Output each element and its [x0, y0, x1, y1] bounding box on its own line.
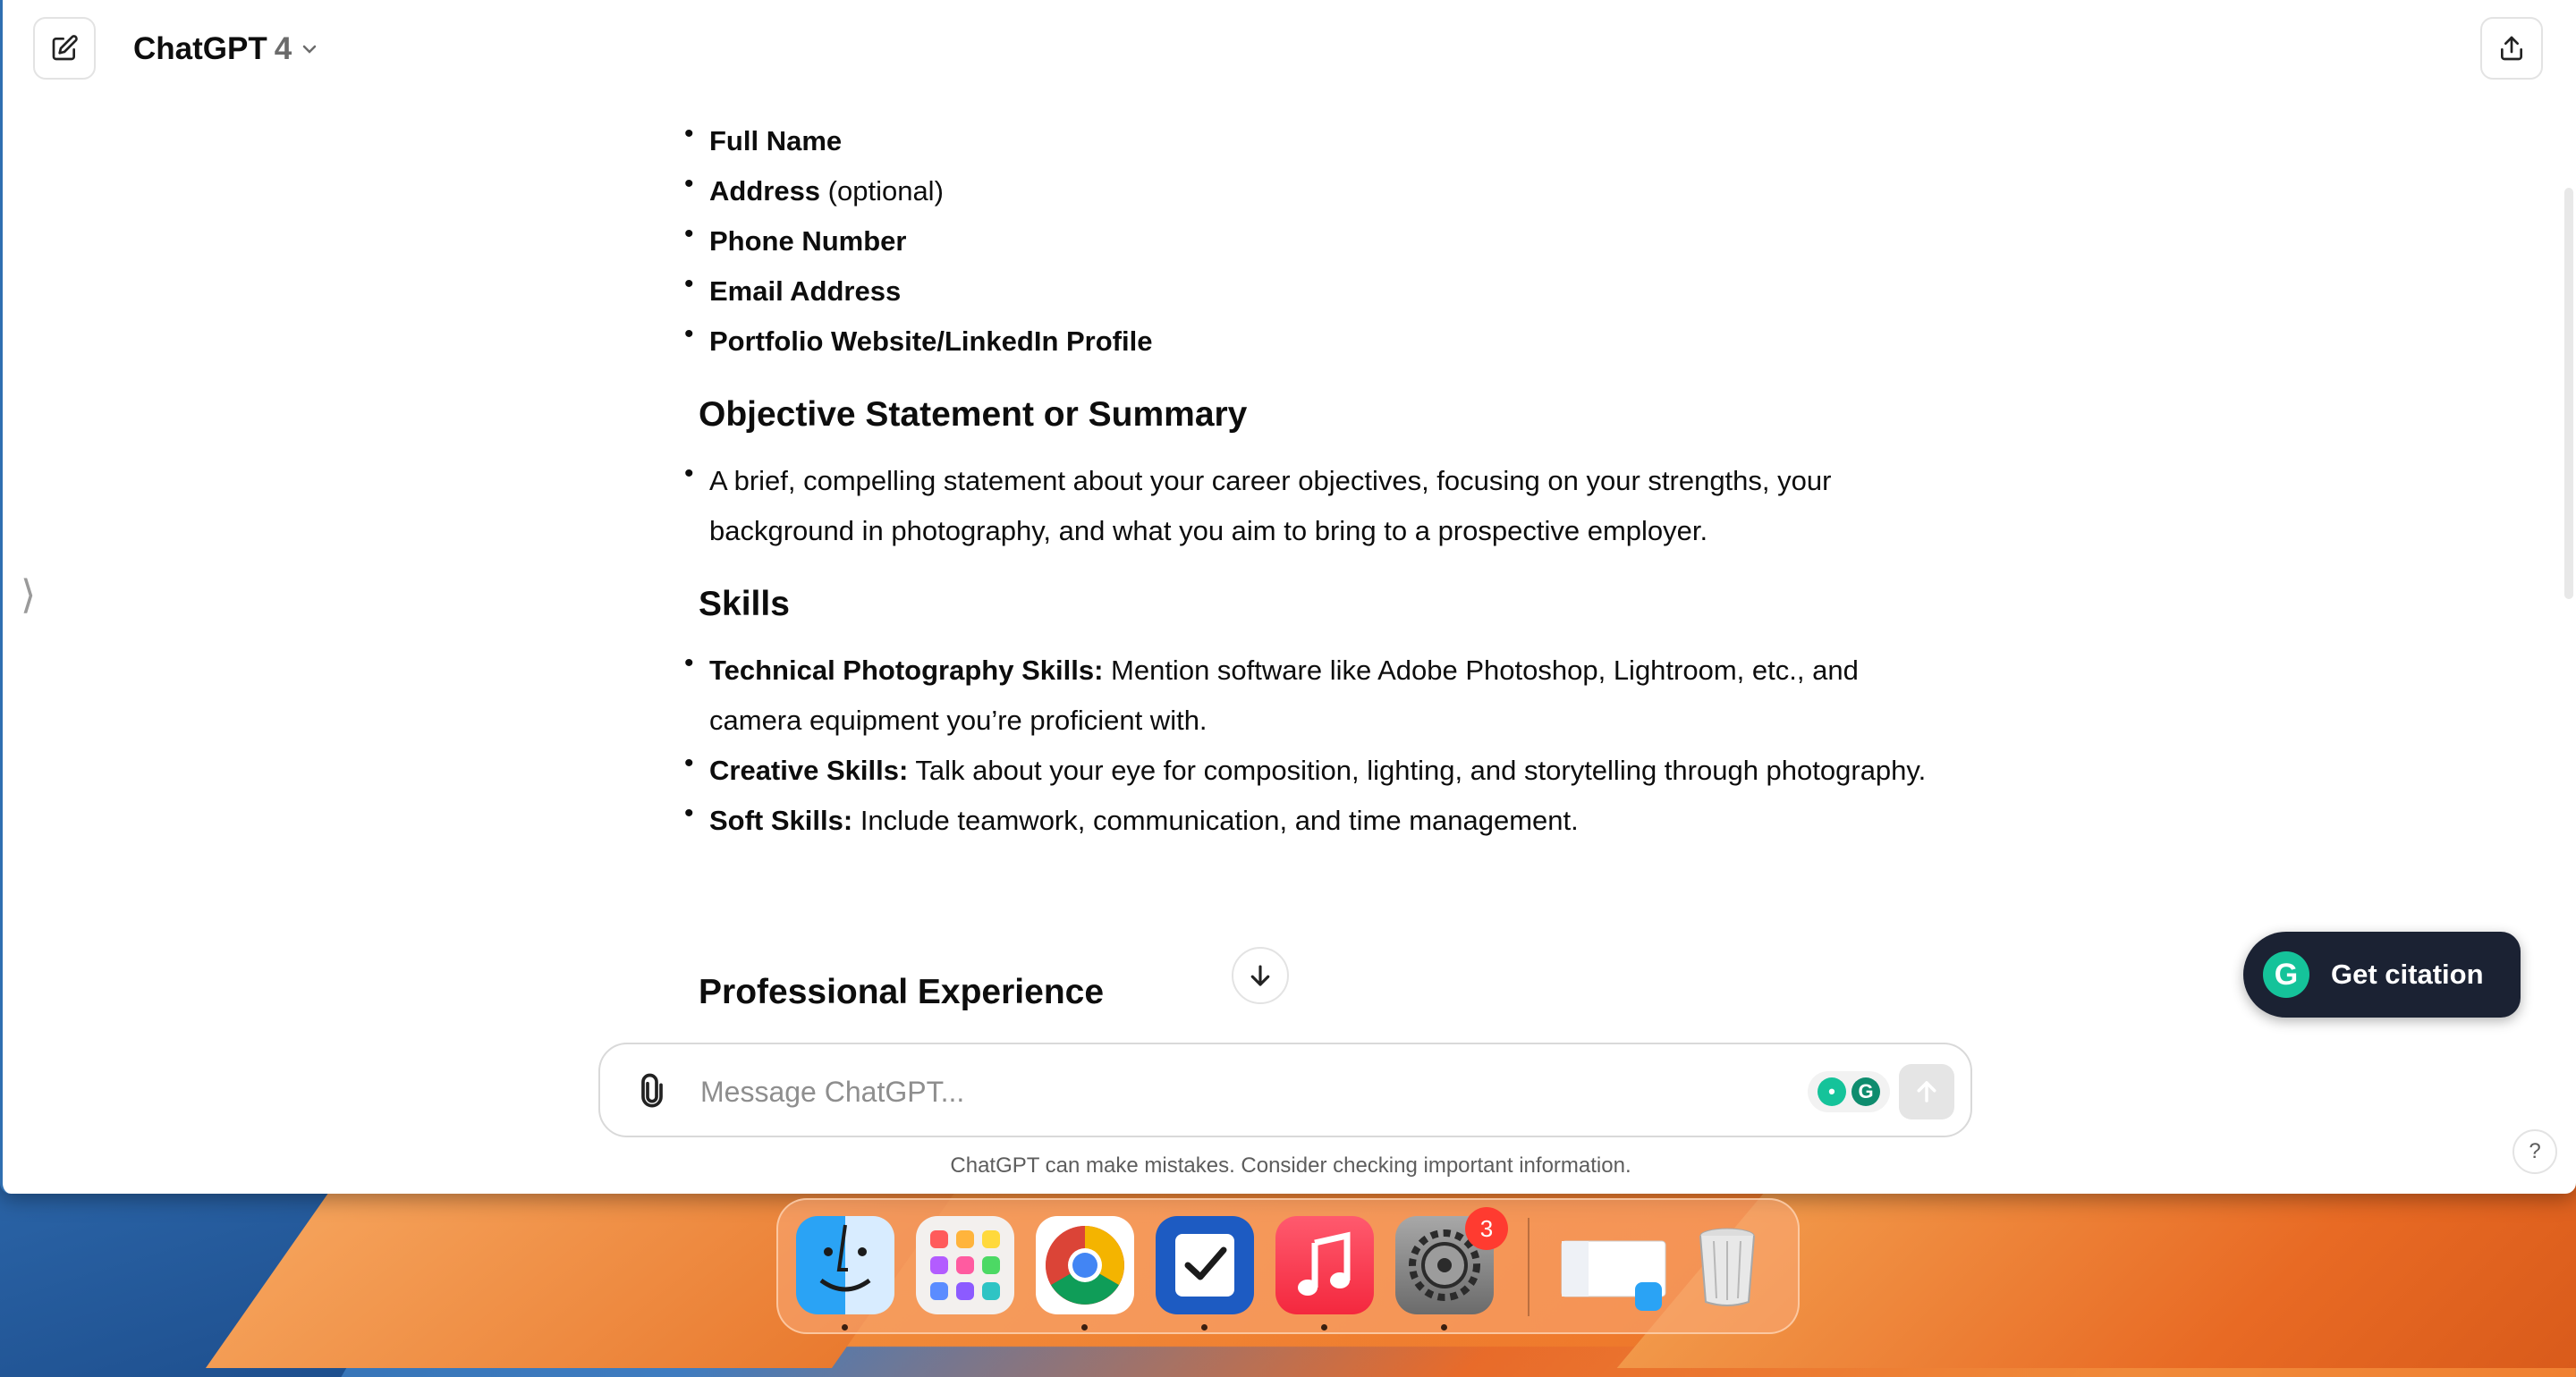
model-selector[interactable]: [133, 27, 320, 72]
section-heading-skills: Skills: [699, 585, 790, 623]
get-citation-label: Get citation: [2331, 959, 2484, 990]
finder-face-icon: [796, 1216, 894, 1314]
chevron-down-icon: [299, 38, 320, 60]
top-bar: [3, 0, 2576, 98]
send-button[interactable]: [1899, 1064, 1954, 1119]
section-heading-objective: Objective Statement or Summary: [699, 395, 1248, 434]
dock-launchpad-icon[interactable]: [916, 1216, 1014, 1314]
list-item: • Technical Photography Skills: Mention software like Adobe Photoshop, Lightroom, etc., and camera equipment you’re proficient with.: [682, 646, 1935, 746]
section-heading-experience: Professional Experience: [699, 973, 1105, 1011]
model-name: ChatGPT: [133, 31, 267, 66]
lightbulb-icon: •: [1818, 1077, 1846, 1106]
get-citation-button[interactable]: [2243, 932, 2521, 1018]
scrollbar[interactable]: [2564, 188, 2573, 599]
grammarly-widget[interactable]: [1808, 1071, 1890, 1112]
dock-music-icon[interactable]: [1275, 1216, 1374, 1314]
share-button[interactable]: [2480, 17, 2543, 80]
list-item: • A brief, compelling statement about your career objectives, focusing on your strengths, your background in photography, and what you aim to bring to a prospective employer.: [682, 456, 1935, 556]
list-item: • Email Address: [682, 266, 1935, 317]
running-indicator: [842, 1324, 848, 1331]
window-thumbnail-icon: [1558, 1216, 1674, 1314]
help-button[interactable]: ?: [2512, 1129, 2557, 1174]
checkmark-icon: [1156, 1216, 1254, 1314]
launchpad-grid-icon: [916, 1216, 1014, 1314]
list-item: • Address (optional): [682, 166, 1935, 216]
trash-icon: [1678, 1216, 1776, 1314]
paperclip-icon: [634, 1071, 670, 1111]
new-chat-button[interactable]: [33, 17, 96, 80]
scroll-down-button[interactable]: [1232, 947, 1289, 1004]
running-indicator: [1321, 1324, 1327, 1331]
arrow-up-icon: [1913, 1078, 1940, 1105]
dock-trash-icon[interactable]: [1678, 1216, 1776, 1314]
message-input[interactable]: [699, 1064, 1758, 1119]
list-item: • Full Name: [682, 116, 1935, 166]
sidebar-toggle-icon[interactable]: ⟩: [21, 573, 37, 617]
attach-button[interactable]: [634, 1071, 670, 1115]
running-indicator: [1201, 1324, 1208, 1331]
running-indicator: [1441, 1324, 1447, 1331]
grammarly-icon: G: [1852, 1077, 1880, 1106]
list-item: • Phone Number: [682, 216, 1935, 266]
chrome-logo-icon: [1036, 1216, 1134, 1314]
grammarly-logo-icon: G: [2263, 951, 2309, 998]
edit-icon: [50, 34, 79, 63]
model-version: 4: [274, 31, 292, 66]
disclaimer-text: ChatGPT can make mistakes. Consider checking important information.: [950, 1153, 1631, 1178]
list-item: • Creative Skills: Talk about your eye for composition, lighting, and storytelling through photography.: [682, 746, 1935, 796]
music-note-icon: [1275, 1216, 1374, 1314]
message-composer: [598, 1043, 1972, 1137]
dock-chrome-icon[interactable]: [1036, 1216, 1134, 1314]
share-icon: [2497, 34, 2526, 63]
list-item: • Soft Skills: Include teamwork, communication, and time management.: [682, 796, 1935, 846]
dock-tasks-icon[interactable]: [1156, 1216, 1254, 1314]
dock-system-settings-icon[interactable]: [1395, 1216, 1494, 1314]
arrow-down-icon: [1247, 962, 1274, 989]
chat-message-content: [682, 116, 1935, 846]
running-indicator: [1081, 1324, 1088, 1331]
dock-finder-icon[interactable]: [796, 1216, 894, 1314]
dock-finder-window-thumbnail[interactable]: [1558, 1216, 1657, 1314]
list-item: • Portfolio Website/LinkedIn Profile: [682, 317, 1935, 367]
notification-badge: 3: [1465, 1207, 1508, 1250]
dock: [776, 1198, 1800, 1334]
dock-divider: [1528, 1218, 1530, 1316]
